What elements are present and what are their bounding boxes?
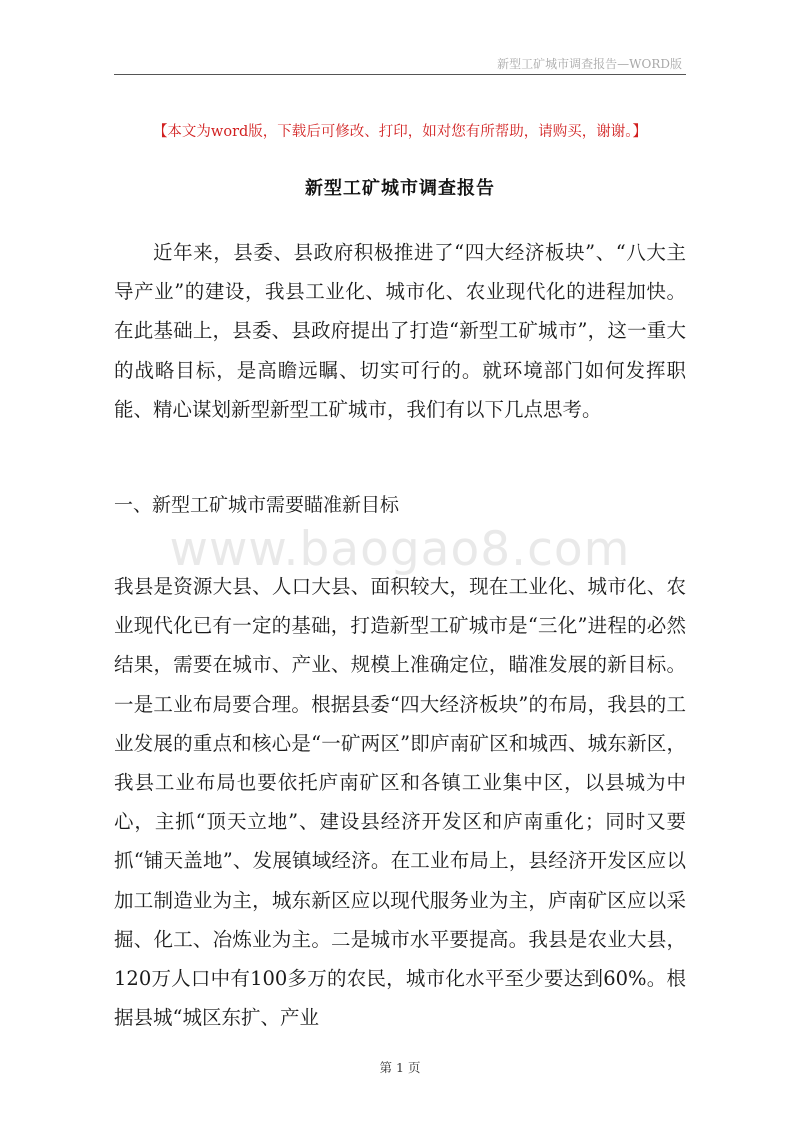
watermark: www.baogao8.com bbox=[169, 522, 631, 577]
running-header: 新型工矿城市调查报告—WORD版 bbox=[497, 57, 682, 71]
header-divider bbox=[114, 74, 686, 75]
section-body-paragraph: 我县是资源大县、人口大县、面积较大，现在工业化、城市化、农业现代化已有一定的基础，打造新型工矿城市是“三化”进程的必然结果，需要在城市、产业、规模上准确定位，瞄准发展的新目标。一是工业布局要合理。根据县委“四大经济板块”的布局，我县的工业发展的重点和核心是“一矿两区”即庐南矿区和城西、城东新区，我县工业布局也要依托庐南矿区和各镇工业集中区，以县城为中心，主抓“顶天立地”、建设县经济开发区和庐南重化；同时又要抓“铺天盖地”、发展镇域经济。在工业布局上，县经济开发区应以加工制造业为主，城东新区应以现代服务业为主，庐南矿区应以采掘、化工、冶炼业为主。二是城市水平要提高。我县是农业大县，120万人口中有100多万的农民，城市化水平至少要达到60%。根据县城“城区东扩、产业 bbox=[114, 575, 686, 1030]
intro-paragraph: 近年来，县委、县政府积极推进了“四大经济板块”、“八大主导产业”的建设，我县工业化、城市化、农业现代化的进程加快。在此基础上，县委、县政府提出了打造“新型工矿城市”，这一重大的战略目标，是高瞻远瞩、切实可行的。就环境部门如何发挥职能、精心谋划新型新型工矿城市，我们有以下几点思考。 bbox=[114, 241, 686, 421]
page-number: 第 1 页 bbox=[379, 1060, 421, 1075]
document-title: 新型工矿城市调查报告 bbox=[305, 178, 495, 199]
download-notice: 【本文为word版，下载后可修改、打印，如对您有所帮助，请购买，谢谢。】 bbox=[152, 124, 648, 140]
section-heading: 一、新型工矿城市需要瞄准新目标 bbox=[114, 494, 400, 516]
